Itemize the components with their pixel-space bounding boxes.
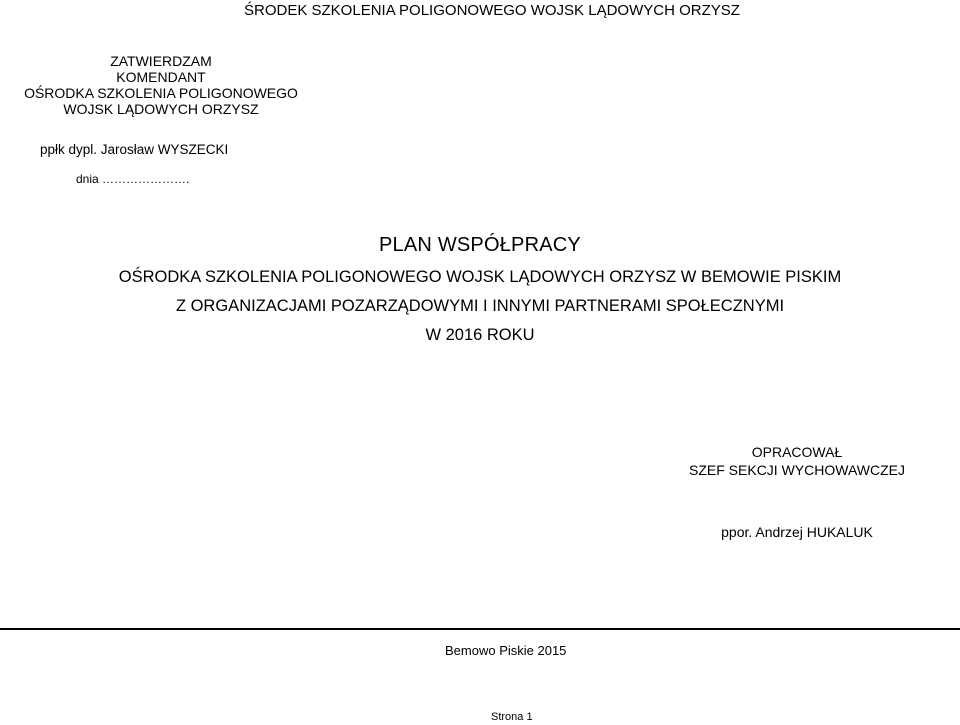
approval-line: WOJSK LĄDOWYCH ORZYSZ <box>63 101 259 117</box>
page-number: Strona 1 <box>491 711 533 723</box>
place-and-year: Bemowo Piskie 2015 <box>445 643 567 658</box>
approval-block <box>18 53 304 117</box>
approval-date: dnia …………………. <box>76 172 190 186</box>
approval-line: KOMENDANT <box>116 69 206 85</box>
approval-line: ZATWIERDZAM <box>110 53 212 69</box>
plan-subtitle-line: Z ORGANIZACJAMI POZARZĄDOWYMI I INNYMI PARTNERAMI SPOŁECZNYMI <box>175 297 785 315</box>
document-header: ŚRODEK SZKOLENIA POLIGONOWEGO WOJSK LĄDOWYCH ORZYSZ <box>244 2 740 19</box>
approval-line: OŚRODKA SZKOLENIA POLIGONOWEGO <box>24 85 298 101</box>
plan-subtitle-line: W 2016 ROKU <box>425 326 535 344</box>
plan-title: PLAN WSPÓŁPRACY <box>379 234 581 256</box>
prepared-by-label: OPRACOWAŁ <box>751 444 843 460</box>
footer-divider <box>0 628 960 630</box>
approval-signatory: ppłk dypl. Jarosław WYSZECKI <box>40 142 229 157</box>
prepared-by-position: SZEF SEKCJI WYCHOWAWCZEJ <box>689 462 905 478</box>
prepared-by-name: ppor. Andrzej HUKALUK <box>721 524 873 540</box>
plan-subtitle-line: OŚRODKA SZKOLENIA POLIGONOWEGO WOJSK LĄDOWYCH ORZYSZ W BEMOWIE PISKIM <box>118 268 842 286</box>
